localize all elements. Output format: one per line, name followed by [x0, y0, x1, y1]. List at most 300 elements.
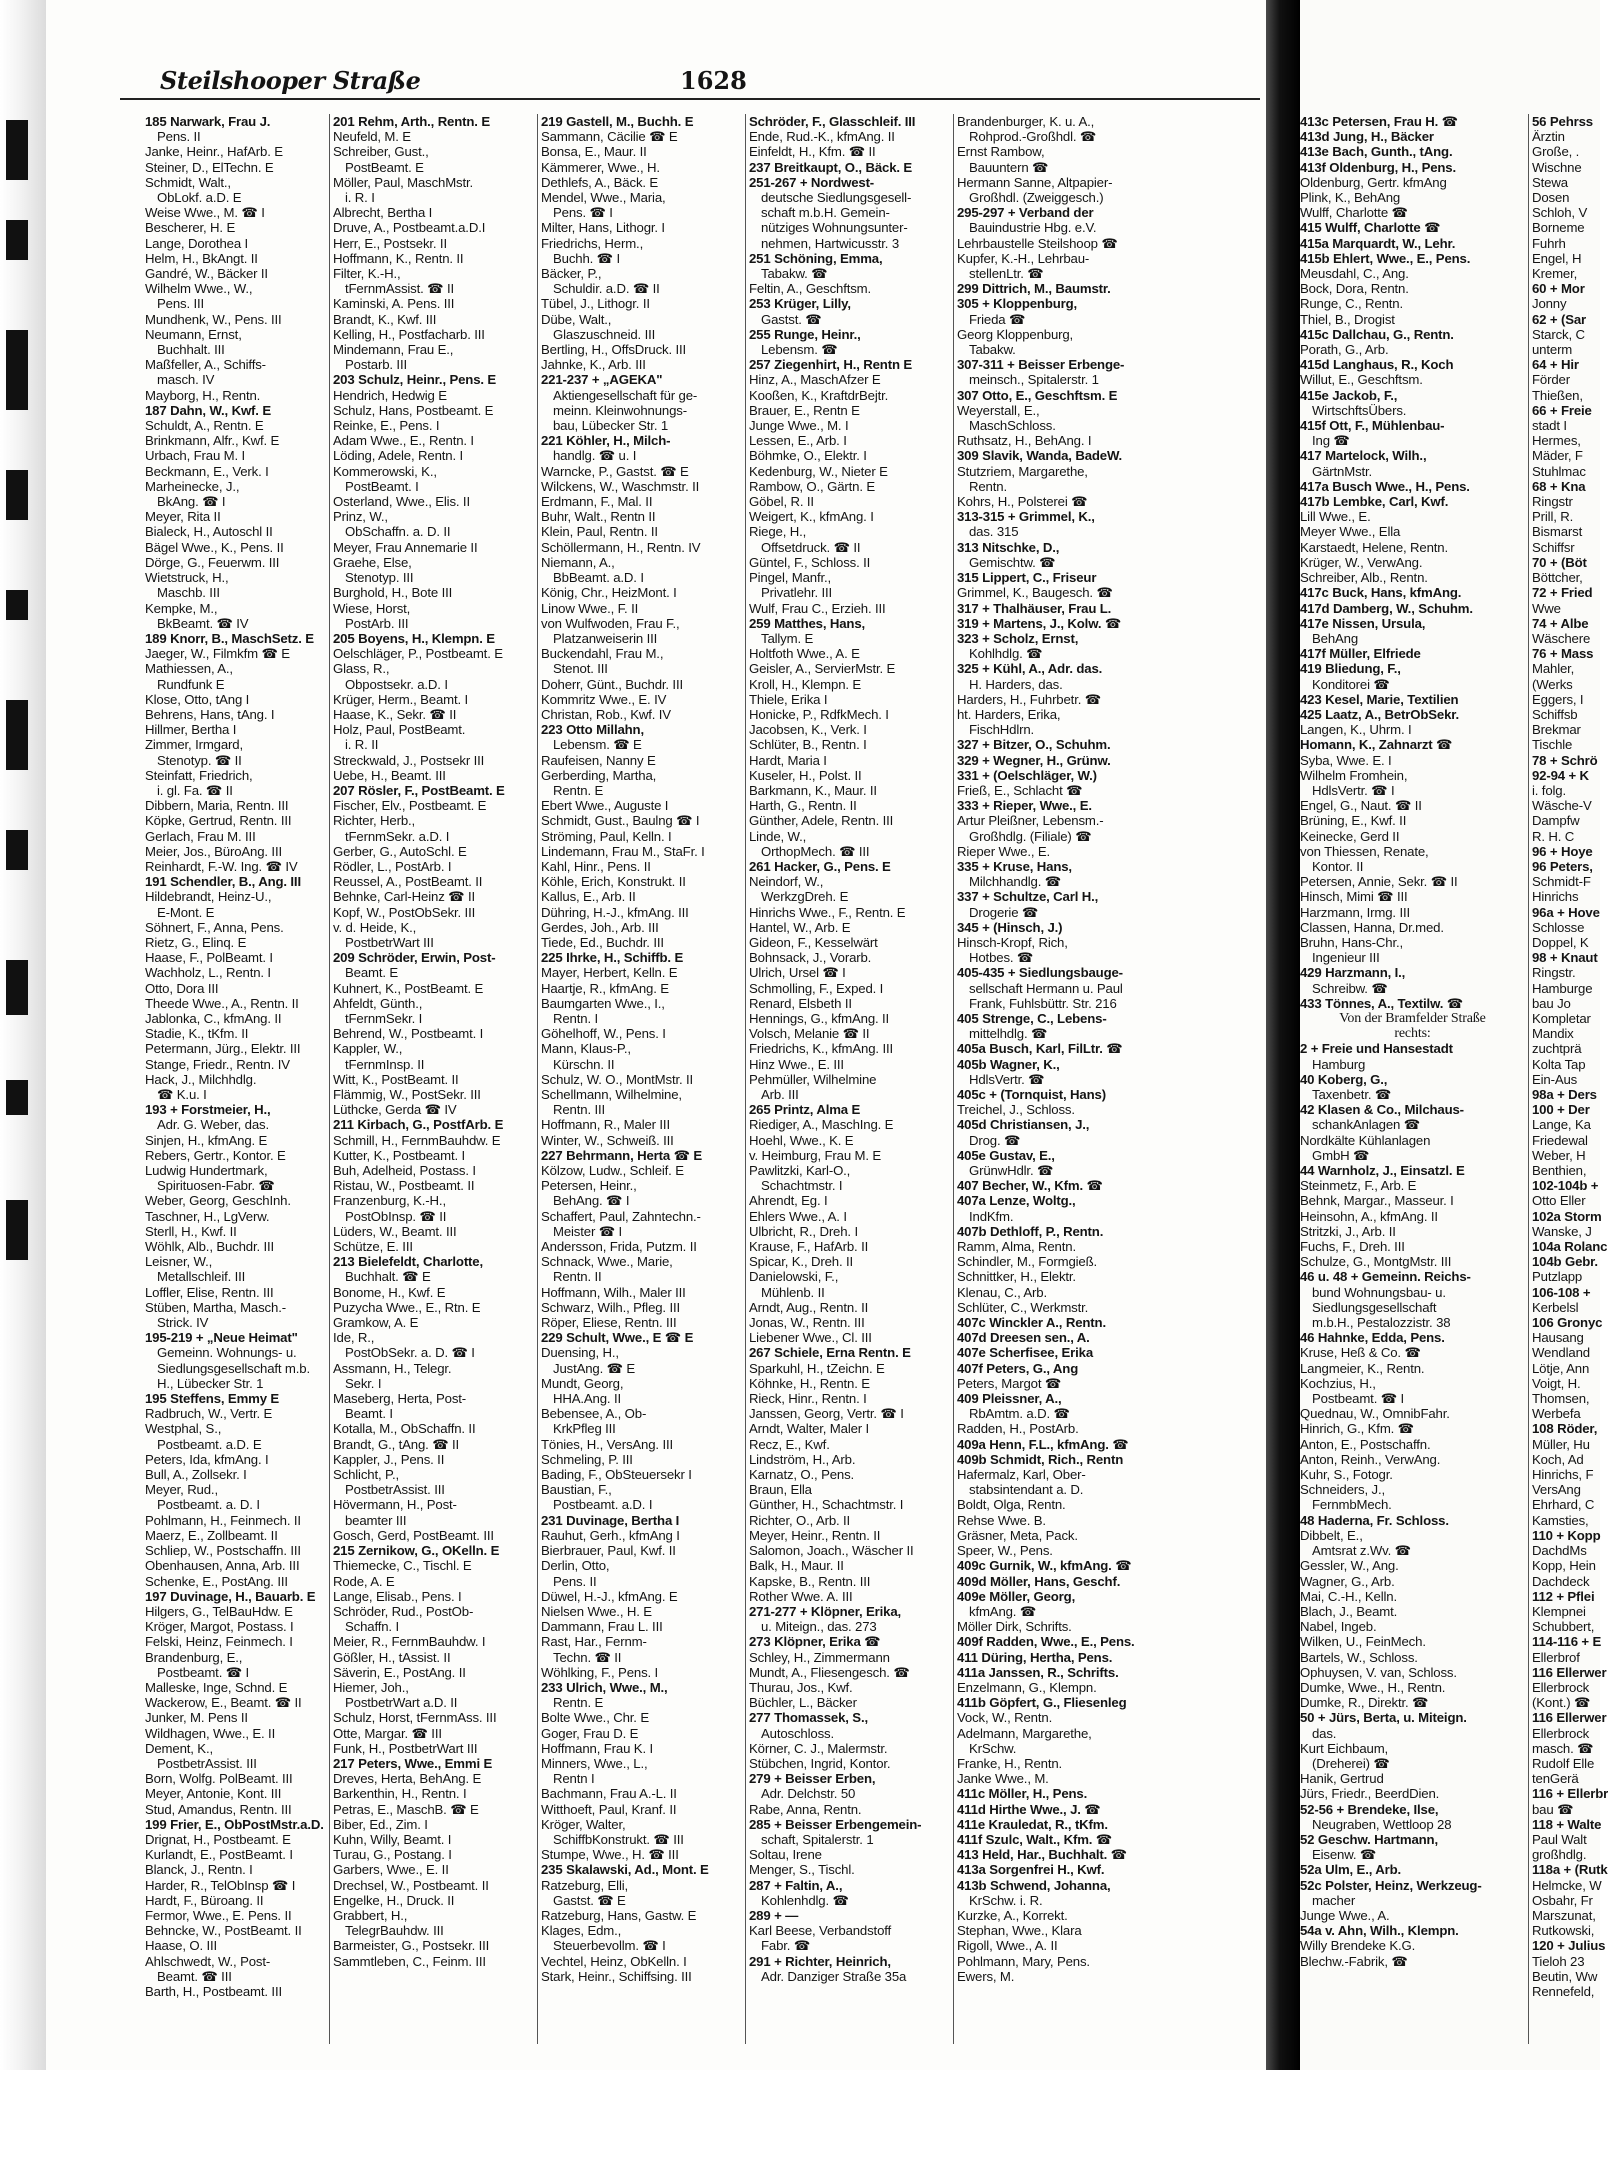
directory-entry: Wöhlk, Alb., Buchdr. III: [145, 1239, 275, 1255]
directory-entry: Hiemer, Joh.,: [333, 1679, 409, 1695]
directory-entry: Rabe, Anna, Rentn.: [749, 1801, 862, 1817]
directory-entry: Lötje, Ann: [1532, 1360, 1590, 1376]
directory-entry: GrünwHdlr. ☎: [969, 1163, 1054, 1179]
directory-entry: Gemischtw. ☎: [969, 554, 1056, 570]
directory-entry: Pens. III: [157, 296, 205, 312]
directory-entry: Meyer, Rita II: [145, 509, 221, 525]
directory-entry: Wilhelm Fromhein,: [1300, 767, 1408, 783]
directory-entry: Dampfw: [1532, 813, 1580, 829]
directory-entry: Förder: [1532, 372, 1570, 388]
directory-entry: Ludwig Hundertmark,: [145, 1163, 268, 1179]
directory-entry: Plink, K., BehAng: [1300, 190, 1401, 206]
directory-entry: 50 + Jürs, Berta, u. Miteign.: [1300, 1710, 1467, 1726]
directory-entry: stadt I: [1532, 418, 1567, 434]
directory-entry: 415a Marquardt, W., Lehr.: [1300, 235, 1456, 251]
directory-entry: 70 + (Böt: [1532, 554, 1587, 570]
directory-entry: 203 Schulz, Heinr., Pens. E: [333, 372, 497, 388]
directory-entry: Thiel, B., Drogist: [1300, 311, 1395, 327]
directory-entry: PostBeamt. E: [345, 159, 424, 175]
directory-entry: mittelhdlg. ☎: [969, 1026, 1048, 1042]
directory-entry: Hinz, A., MaschAfzer E: [749, 372, 881, 388]
directory-entry: 411d Hirthe Wwe., J. ☎: [957, 1801, 1101, 1817]
directory-entry: 104a Rolanc: [1532, 1239, 1608, 1255]
directory-entry: meinsch., Spitalerstr. 1: [969, 372, 1099, 388]
directory-entry: BkAng. ☎ I: [157, 494, 226, 510]
directory-entry: Druve, A., Postbeamt.a.D.I: [333, 220, 486, 236]
directory-entry: Otto Eller: [1532, 1193, 1586, 1209]
directory-entry: Spirituosen-Fabr. ☎: [157, 1178, 275, 1194]
directory-entry: 225 Ihrke, H., Schiffb. E: [541, 950, 684, 966]
directory-entry: Mandix: [1532, 1026, 1574, 1042]
directory-entry: 299 Dittrich, M., Baumstr.: [957, 281, 1111, 297]
directory-entry: Schiffsr: [1532, 539, 1575, 555]
directory-entry: Anton, E., Postschaffn.: [1300, 1436, 1431, 1452]
directory-entry: Platzanweiserin III: [553, 630, 658, 646]
directory-entry: Lüders, W., Beamt. III: [333, 1223, 457, 1239]
directory-entry: Barkenthin, H., Rentn. I: [333, 1786, 467, 1802]
directory-entry: 96 + Hoye: [1532, 843, 1593, 859]
directory-entry: 106 Gronyc: [1532, 1315, 1603, 1331]
directory-entry: Schreiber, Gust.,: [333, 144, 429, 160]
directory-entry: Kapske, B., Rentn. III: [749, 1573, 871, 1589]
directory-entry: großhdlg.: [1532, 1847, 1587, 1863]
directory-entry: Buchhalt. III: [157, 342, 225, 358]
directory-entry: (Dreherei) ☎: [1312, 1755, 1390, 1771]
directory-entry: Wwe: [1532, 600, 1561, 616]
directory-entry: Bachmann, Frau A.-L. II: [541, 1786, 677, 1802]
directory-entry: Rentn. I: [553, 1010, 598, 1026]
directory-entry: Maerz, E., Zollbeamt. II: [145, 1527, 278, 1543]
directory-entry: masch. ☎: [1532, 1740, 1594, 1756]
directory-entry: Karstaedt, Helene, Rentn.: [1300, 539, 1448, 555]
street-title: Steilshooper Straße: [160, 66, 421, 95]
directory-entry: 189 Knorr, B., MaschSetz. E: [145, 630, 314, 646]
directory-entry: 327 + Bitzer, O., Schuhm.: [957, 737, 1111, 753]
directory-entry: Siedlungsgesellschaft: [1312, 1299, 1437, 1315]
directory-entry: Hilgers, G., TelBauHdw. E: [145, 1603, 293, 1619]
directory-entry: Dethlefs, A., Bäck. E: [541, 174, 659, 190]
directory-entry: Balk, H., Maur. II: [749, 1558, 844, 1574]
directory-entry: Gößler, H., tAssist. II: [333, 1649, 451, 1665]
directory-entry: deutsche Siedlungsgesell-: [761, 190, 912, 206]
directory-entry: Ramm, Alma, Rentn.: [957, 1239, 1076, 1255]
directory-entry: Krause, F., HafArb. II: [749, 1239, 869, 1255]
directory-entry: Löding, Adele, Rentn. I: [333, 448, 463, 464]
directory-entry: Rennefeld,: [1532, 1983, 1595, 1999]
directory-entry: Lehrbaustelle Steilshoop ☎: [957, 235, 1118, 251]
directory-entry: Klein, Paul, Rentn. II: [541, 524, 658, 540]
directory-entry: Stuhlmac: [1532, 463, 1586, 479]
directory-entry: 335 + Kruse, Hans,: [957, 858, 1072, 874]
page-number: 1628: [680, 66, 747, 95]
directory-entry: Janssen, Georg, Vertr. ☎ I: [749, 1406, 904, 1422]
book-edge: [0, 0, 46, 2070]
directory-entry: Jonas, W., Rentn. III: [749, 1315, 865, 1331]
directory-entry: 112 + Pflei: [1532, 1588, 1595, 1604]
directory-entry: ObSchaffn. a. D. II: [345, 524, 451, 540]
directory-entry: Porath, G., Arb.: [1300, 342, 1389, 358]
edge-mark: [6, 960, 28, 1015]
directory-entry: 411f Szulc, Walt., Kfm. ☎: [957, 1831, 1113, 1847]
directory-entry: Runge, C., Rentn.: [1300, 296, 1404, 312]
directory-entry: Helmcke, W: [1532, 1877, 1602, 1893]
directory-entry: 52a Ulm, E., Arb.: [1300, 1862, 1402, 1878]
directory-entry: Rödler, L., PostArb. I: [333, 858, 452, 874]
directory-entry: Weise Wwe., M. ☎ I: [145, 205, 265, 221]
directory-entry: von Thiessen, Renate,: [1300, 843, 1429, 859]
directory-entry: stellenLtr. ☎: [969, 266, 1044, 282]
directory-entry: Renard, Elsbeth II: [749, 995, 852, 1011]
directory-entry: 98a + Ders: [1532, 1087, 1597, 1102]
directory-entry: Putzlapp: [1532, 1269, 1583, 1285]
directory-entry: Mundt, A., Fliesengesch. ☎: [749, 1664, 910, 1680]
directory-entry: Wischne: [1532, 159, 1582, 175]
directory-entry: Schreiber, Alb., Rentn.: [1300, 570, 1428, 586]
directory-entry: Hack, J., Milchhdlg.: [145, 1071, 257, 1087]
directory-entry: Schulz, W. O., MontMstr. II: [541, 1071, 694, 1087]
directory-entry: BkBeamt. ☎ IV: [157, 615, 249, 631]
directory-entry: nehmen, Hartwicusstr. 3: [761, 235, 900, 251]
directory-entry: König, Chr., HeizMont. I: [541, 585, 677, 601]
directory-entry: Hennings, G., kfmAng. II: [749, 1010, 890, 1026]
directory-entry: Kamsties,: [1532, 1512, 1589, 1528]
directory-entry: Großhdl. (Zweiggesch.): [969, 190, 1104, 206]
directory-entry: Voigt, H.: [1532, 1375, 1581, 1391]
directory-entry: Haase, O. III: [145, 1938, 218, 1954]
directory-entry: Böhmke, O., Elektr. I: [749, 448, 867, 464]
directory-entry: Weigert, K., kfmAng. I: [749, 509, 874, 525]
directory-entry: 413 Held, Har., Buchhalt. ☎: [957, 1847, 1127, 1863]
directory-entry: Linde, W.,: [749, 828, 807, 844]
directory-entry: Jahnke, K., Arb. III: [541, 357, 646, 373]
directory-entry: Wachholz, L., Rentn. I: [145, 965, 271, 981]
directory-entry: Richter, Herb.,: [333, 813, 416, 829]
directory-entry: Hinsch, Mimi ☎ III: [1300, 889, 1408, 905]
directory-entry: Meyer, Frau Annemarie II: [333, 539, 478, 555]
directory-entry: 425 Laatz, A., BetrObSekr.: [1300, 706, 1460, 722]
directory-entry: Derlin, Otto,: [541, 1558, 610, 1574]
directory-entry: Doppel, K: [1532, 934, 1589, 950]
directory-entry: 329 + Wegner, H., Grünw.: [957, 752, 1111, 768]
directory-entry: Fabr. ☎: [761, 1938, 811, 1954]
directory-entry: Karl Beese, Verbandstoff: [749, 1923, 892, 1939]
directory-entry: Starck, C: [1532, 326, 1585, 342]
directory-entry: Steinfatt, Friedrich,: [145, 767, 253, 783]
directory-entry: Artur Pleißner, Lebensm.-: [957, 813, 1104, 829]
directory-entry: Neindorf, W.,: [749, 874, 824, 890]
directory-entry: Volsch, Melanie ☎ II: [749, 1026, 870, 1042]
directory-entry: Rast, Har., Fernm-: [541, 1634, 647, 1650]
directory-entry: Hantel, W., Arb. E: [749, 919, 851, 935]
directory-entry: 411c Möller, H., Pens.: [957, 1786, 1088, 1802]
directory-entry: Schachtmstr. I: [761, 1178, 843, 1194]
directory-entry: kfmAng. ☎: [969, 1603, 1037, 1619]
directory-entry: Warncke, P., Gastst. ☎ E: [541, 463, 689, 479]
directory-entry: Maschb. III: [157, 585, 220, 601]
directory-entry: Kohlhdlg. ☎: [969, 646, 1043, 662]
directory-entry: Kommritz Wwe., E. IV: [541, 691, 667, 707]
directory-entry: Söhnert, F., Anna, Pens.: [145, 919, 284, 935]
directory-entry: Bohnsack, J., Vorarb.: [749, 950, 872, 966]
directory-entry: Mundt, Georg,: [541, 1375, 624, 1391]
directory-entry: Bull, A., Zollsekr. I: [145, 1467, 247, 1483]
directory-entry: Bonome, H., Kwf. E: [333, 1284, 446, 1300]
directory-entry: Meister ☎ I: [553, 1223, 623, 1239]
directory-entry: Nielsen Wwe., H. E: [541, 1603, 652, 1619]
directory-entry: 417d Damberg, W., Schuhm.: [1300, 600, 1473, 616]
directory-entry: Kremer,: [1532, 266, 1578, 282]
directory-entry: m.b.H., Pestalozzistr. 38: [1312, 1315, 1451, 1331]
directory-entry: 46 u. 48 + Gemeinn. Reichs-: [1300, 1269, 1471, 1285]
directory-entry: 415b Ehlert, Wwe., E., Pens.: [1300, 250, 1471, 266]
directory-entry: Pawlitzki, Karl-O.,: [749, 1163, 851, 1179]
directory-entry: 233 Ulrich, Wwe., M.,: [541, 1679, 668, 1695]
directory-entry: Junker, M. Pens II: [145, 1710, 248, 1726]
directory-entry: Janke, Heinr., HafArb. E: [145, 144, 283, 160]
directory-entry: Dement, K.,: [145, 1740, 213, 1756]
directory-entry: Von der Bramfelder Straße: [1339, 1010, 1486, 1026]
directory-entry: Buh, Adelheid, Postass. I: [333, 1163, 476, 1179]
directory-entry: Adr. Delchstr. 50: [761, 1786, 856, 1802]
directory-entry: Lebensm. ☎ E: [553, 737, 642, 753]
directory-entry: Schütze, E. III: [333, 1239, 413, 1255]
directory-entry: tFernmInsp. II: [345, 1056, 425, 1072]
directory-entry: Wackerow, E., Beamt. ☎ II: [145, 1695, 302, 1711]
directory-entry: Witt, K., PostBeamt. II: [333, 1071, 459, 1087]
directory-entry: 78 + Schrö: [1532, 752, 1598, 768]
directory-entry: Krüger, W., VerwAng.: [1300, 554, 1423, 570]
directory-entry: Hillmer, Bertha I: [145, 722, 237, 738]
directory-entry: 209 Schröder, Erwin, Post-: [333, 950, 496, 966]
directory-entry: Geisler, A., ServierMstr. E: [749, 661, 896, 677]
directory-entry: Reussel, A., PostBeamt. II: [333, 874, 483, 890]
directory-entry: Gastst. ☎: [761, 311, 822, 327]
directory-entry: Hoffmann, K., Rentn. II: [333, 250, 464, 266]
directory-entry: bau ☎: [1532, 1801, 1574, 1817]
directory-entry: Garbers, Wwe., E. II: [333, 1862, 449, 1878]
directory-entry: Vechtel, Heinz, ObKelln. I: [541, 1953, 687, 1969]
column-5: [957, 114, 1157, 2044]
directory-entry: Kürschn. II: [553, 1056, 615, 1072]
directory-entry: Recz, E., Kwf.: [749, 1436, 830, 1452]
edge-mark: [6, 330, 28, 410]
directory-entry: Kolta Tap: [1532, 1056, 1586, 1072]
directory-entry: FernmbMech.: [1312, 1497, 1392, 1513]
directory-entry: JustAng. ☎ E: [553, 1360, 636, 1376]
directory-entry: TelegrBauhdw. III: [345, 1923, 444, 1939]
column-separator: [953, 114, 954, 2044]
directory-entry: Klages, Edm.,: [541, 1923, 622, 1939]
directory-entry: Karnatz, O., Pens.: [749, 1467, 855, 1483]
directory-entry: 407a Lenze, Woltg.,: [957, 1193, 1076, 1209]
directory-entry: Schlüter, C., Werkmstr.: [957, 1299, 1089, 1315]
directory-entry: Frieda ☎: [969, 311, 1026, 327]
directory-entry: Fischer, Elv., Postbeamt. E: [333, 798, 487, 814]
directory-entry: (Werks: [1532, 676, 1573, 692]
directory-entry: 52 Geschw. Hartmann,: [1300, 1831, 1438, 1847]
directory-entry: Mayborg, H., Rentn.: [145, 387, 261, 403]
directory-entry: 409d Möller, Hans, Geschf.: [957, 1573, 1121, 1589]
directory-entry: Engelke, H., Druck. II: [333, 1892, 455, 1908]
directory-entry: Neugraben, Wettloop 28: [1312, 1816, 1452, 1832]
directory-entry: 211 Kirbach, G., PostfArb. E: [333, 1117, 504, 1133]
directory-entry: RbAmtm. a.D. ☎: [969, 1406, 1070, 1422]
directory-entry: bau, Lübecker Str. 1: [553, 418, 669, 434]
directory-entry: ObLokf. a.D. E: [157, 190, 242, 206]
directory-entry: Liebener Wwe., Cl. III: [749, 1330, 872, 1346]
directory-entry: Kompletar: [1532, 1010, 1591, 1026]
directory-entry: Kontor. II: [1312, 858, 1364, 874]
directory-entry: 227 Behrmann, Herta ☎ E: [541, 1147, 703, 1163]
directory-entry: Büchler, L., Bäcker: [749, 1695, 857, 1711]
directory-entry: Theede Wwe., A., Rentn. II: [145, 995, 299, 1011]
directory-entry: Weber, H: [1532, 1147, 1586, 1163]
directory-entry: Franzenburg, K.-H.,: [333, 1193, 446, 1209]
directory-entry: Spicar, K., Dreh. II: [749, 1254, 854, 1270]
directory-entry: Steuerbevollm. ☎ I: [553, 1938, 666, 1954]
directory-entry: Dühring, H.-J., kfmAng. III: [541, 904, 689, 920]
directory-entry: Stephan, Wwe., Klara: [957, 1923, 1082, 1939]
directory-entry: Stenot. III: [553, 661, 608, 677]
directory-entry: Sterll, H., Kwf. II: [145, 1223, 237, 1239]
directory-entry: Neumann, Ernst,: [145, 326, 242, 342]
directory-entry: i. R. II: [345, 737, 379, 753]
directory-entry: Hoffmann, Wilh., Maler III: [541, 1284, 686, 1300]
directory-entry: Wilckens, W., Waschmstr. II: [541, 478, 700, 494]
directory-entry: Taschner, H., LgVerw.: [145, 1208, 270, 1224]
edge-mark: [6, 220, 28, 260]
directory-entry: Buckendahl, Frau M.,: [541, 646, 664, 662]
directory-entry: Bägel Wwe., K., Pens. II: [145, 539, 284, 555]
directory-entry: 405-435 + Siedlungsbauge-: [957, 965, 1123, 981]
directory-entry: Schliep, W., Postschaffn. III: [145, 1543, 301, 1559]
directory-entry: Rohprod.-Großhdl. ☎: [969, 129, 1097, 145]
directory-entry: Turau, G., Postang. I: [333, 1847, 452, 1863]
directory-entry: Pohlmann, Mary, Pens.: [957, 1953, 1090, 1969]
directory-entry: Boldt, Olga, Rentn.: [957, 1497, 1066, 1513]
directory-entry: Junge Wwe., A.: [1300, 1907, 1390, 1923]
directory-entry: Rentn.: [969, 478, 1007, 494]
column-separator: [537, 114, 538, 2044]
directory-entry: Radbruch, W., Vertr. E: [145, 1406, 273, 1422]
column-2: [333, 114, 533, 2044]
directory-entry: 68 + Kna: [1532, 478, 1586, 494]
directory-entry: Behrens, Hans, tAng. I: [145, 706, 275, 722]
directory-entry: BehAng. ☎ I: [553, 1193, 630, 1209]
directory-entry: Stritzki, J., Arb. II: [1300, 1223, 1396, 1239]
directory-entry: Meyer, Heinr., Rentn. II: [749, 1527, 881, 1543]
directory-entry: Güntel, F., Schloss. II: [749, 554, 871, 570]
directory-entry: Petras, E., MaschB. ☎ E: [333, 1801, 479, 1817]
directory-entry: Meier, Jos., BüroAng. III: [145, 843, 282, 859]
directory-entry: Rother Wwe. A. III: [749, 1588, 853, 1604]
directory-entry: MaschSchloss.: [969, 418, 1056, 434]
directory-entry: Kerbelsl: [1532, 1299, 1579, 1315]
directory-entry: E-Mont. E: [157, 904, 215, 920]
directory-entry: Bierbrauer, Paul, Kwf. II: [541, 1543, 676, 1559]
directory-entry: Fermor, Wwe., E. Pens. II: [145, 1907, 292, 1923]
directory-entry: Meier, R., FernmBauhdw. I: [333, 1634, 486, 1650]
directory-entry: Gräsner, Meta, Pack.: [957, 1527, 1078, 1543]
directory-entry: tenGerä: [1532, 1771, 1579, 1787]
directory-entry: 56 Pehrss: [1532, 114, 1593, 129]
directory-entry: Säverin, E., PostAng. II: [333, 1664, 466, 1680]
directory-entry: Kurt Eichbaum,: [1300, 1740, 1389, 1756]
directory-entry: Mindemann, Frau E.,: [333, 342, 454, 358]
directory-entry: PostbetrAssist. III: [345, 1482, 445, 1498]
directory-entry: Schiffsb: [1532, 706, 1578, 722]
directory-entry: Erdmann, F., Mal. II: [541, 494, 653, 510]
directory-entry: Felski, Heinz, Feinmech. I: [145, 1634, 293, 1650]
directory-entry: Ahlschwedt, W., Post-: [145, 1953, 271, 1969]
edge-mark: [6, 120, 28, 180]
directory-entry: 44 Warnholz, J., Einsatzl. E: [1300, 1163, 1465, 1179]
directory-entry: Westphal, S.,: [145, 1421, 222, 1437]
directory-entry: Kaminski, A. Pens. III: [333, 296, 455, 312]
directory-entry: Bescherer, H. E: [145, 220, 236, 236]
column-7: [1532, 114, 1608, 2044]
directory-entry: Schmeling, P. III: [541, 1451, 633, 1467]
directory-entry: Reinhardt, F.-W. Ing. ☎ IV: [145, 858, 298, 874]
directory-entry: Kempke, M.,: [145, 600, 218, 616]
directory-entry: Glass, R.,: [333, 661, 390, 677]
column-separator: [745, 114, 746, 2044]
directory-entry: Bertling, H., OffsDruck. III: [541, 342, 687, 358]
directory-entry: Reinke, E., Pens. I: [333, 418, 440, 434]
directory-entry: Hardt, F., Büroang. II: [145, 1892, 264, 1908]
directory-entry: SchiffbKonstrukt. ☎ III: [553, 1831, 684, 1847]
directory-entry: Kutter, K., Postbeamt. I: [333, 1147, 466, 1163]
directory-entry: Hermann Sanne, Altpapier-: [957, 174, 1113, 190]
directory-entry: tFernmSekr. I: [345, 1010, 423, 1026]
directory-entry: Jacobsen, K., Verk. I: [749, 722, 867, 738]
directory-entry: 118 + Walte: [1532, 1816, 1602, 1832]
directory-entry: H. Harders, das.: [969, 676, 1063, 692]
directory-entry: Oelschläger, P., Postbeamt. E: [333, 646, 503, 662]
directory-entry: Hamburg: [1312, 1056, 1366, 1072]
column-6: [1300, 114, 1525, 2044]
directory-entry: 433 Tönnes, A., Textilw. ☎: [1300, 995, 1463, 1011]
directory-entry: 273 Klöpner, Erika ☎: [749, 1634, 881, 1650]
directory-entry: Ulbricht, R., Dreh. I: [749, 1223, 858, 1239]
directory-entry: Bäcker, P.,: [541, 266, 602, 282]
directory-entry: 237 Breitkaupt, O., Bäck. E: [749, 159, 913, 175]
directory-entry: 409a Henn, F.L., kfmAng. ☎: [957, 1436, 1129, 1452]
directory-entry: unterm: [1532, 342, 1573, 358]
directory-entry: 415c Dallchau, G., Rentn.: [1300, 326, 1454, 342]
directory-entry: 413f Oldenburg, H., Pens.: [1300, 159, 1457, 175]
directory-entry: 195 Steffens, Emmy E: [145, 1391, 280, 1407]
directory-entry: Müller, Hu: [1532, 1436, 1590, 1452]
column-4: [749, 114, 949, 2044]
directory-entry: Marszunat,: [1532, 1907, 1596, 1923]
directory-entry: 42 Klasen & Co., Milchaus-: [1300, 1102, 1464, 1118]
directory-entry: Gosch, Gerd, PostBeamt. III: [333, 1527, 494, 1543]
directory-entry: Schmidt, Walt.,: [145, 174, 231, 190]
directory-entry: 96a + Hove: [1532, 904, 1600, 920]
directory-entry: Techn. ☎ II: [553, 1649, 622, 1665]
directory-entry: Kotalla, M., ObSchaffn. II: [333, 1421, 476, 1437]
directory-entry: Wäsche-V: [1532, 798, 1592, 814]
directory-entry: Kämmerer, Wwe., H.: [541, 159, 660, 175]
directory-entry: Röper, Eliese, Rentn. III: [541, 1315, 677, 1331]
directory-entry: 191 Schendler, B., Ang. III: [145, 874, 301, 890]
directory-entry: 197 Duvinage, H., Bauarb. E: [145, 1588, 316, 1604]
directory-entry: Willy Brendeke K.G.: [1300, 1938, 1416, 1954]
directory-entry: Arndt, Walter, Maler I: [749, 1421, 870, 1437]
directory-entry: Classen, Hanna, Dr.med.: [1300, 919, 1444, 935]
directory-entry: 405e Gustav, E.,: [957, 1147, 1055, 1163]
